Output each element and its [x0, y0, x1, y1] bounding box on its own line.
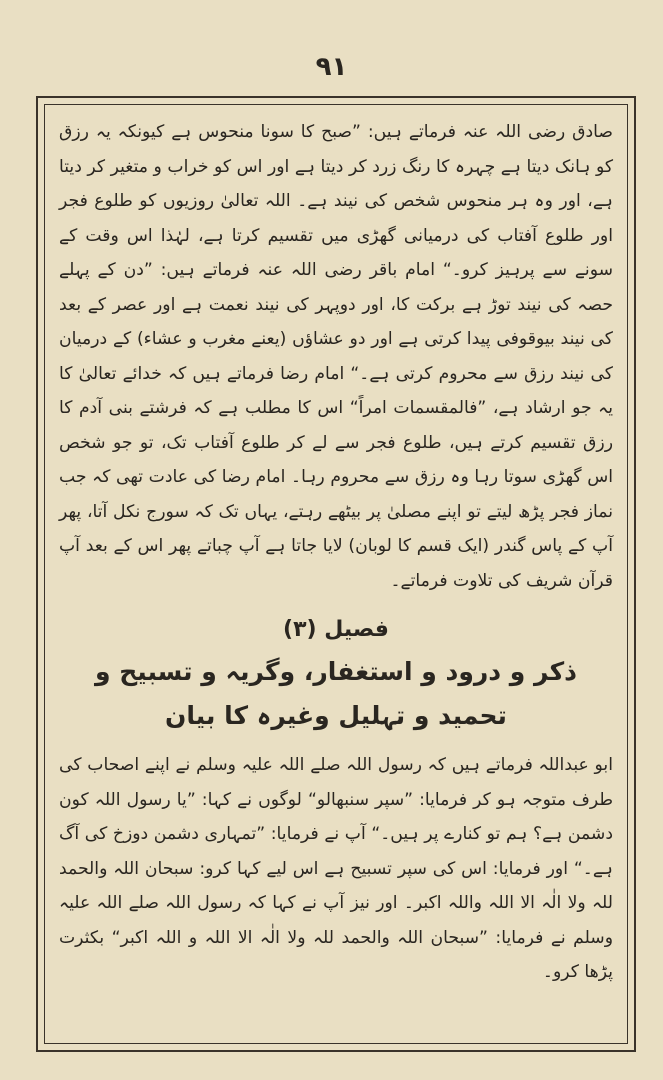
- page-content: [44, 104, 628, 1044]
- section-body-paragraph: ابو عبداللہ فرماتے ہیں کہ رسول اللہ صلے اللہ علیہ وسلم نے اپنے اصحاب کی طرف متوجہ ہو کر فرمایا: ”سپر سنبھالو“ لوگوں نے کہا: ”یا رسول اللہ کون دشمن ہے؟ ہم تو کنارے پر ہیں۔“ آپ نے فرمایا: ”تمہاری دشمن دوزخ کی آگ ہے۔“ اور فرمایا: اس کی سپر تسبیح ہے اس لیے کہا کرو: سبحان اللہ والحمد للہ ولا الٰہ الا اللہ واللہ اکبر۔ اور نیز آپ نے کہا کہ رسول اللہ صلے اللہ علیہ وسلم نے فرمایا: ”سبحان اللہ والحمد للہ ولا الٰہ الا اللہ و اللہ اکبر“ بکثرت پڑھا کرو۔: [59, 755, 613, 982]
- page-border: [36, 96, 636, 1052]
- body-paragraph: صادق رضی اللہ عنہ فرماتے ہیں: ”صبح کا سونا منحوس ہے کیونکہ یہ رزق کو ہانک دیتا ہے چہرہ کا رنگ زرد کر دیتا ہے اور اس کو خراب و متغیر کر دیتا ہے، اور وہ ہر منحوس شخص کی نیند ہے۔ اللہ تعالیٰ روزیوں کو طلوع فجر اور طلوع آفتاب کی درمیانی گھڑی میں تقسیم کرتا ہے، لہٰذا اس وقت کے سونے سے پرہیز کرو۔“ امام باقر رضی اللہ عنہ فرماتے ہیں: ”دن کے پہلے حصہ کی نیند توڑ ہے برکت کا، اور دوپہر کی نیند نعمت ہے اور عصر کے بعد کی نیند بیوقوفی پیدا کرتی ہے اور دو عشاؤں (یعنے مغرب و عشاء) کے درمیان کی نیند رزق سے محروم کرتی ہے۔“ امام رضا فرماتے ہیں کہ خدائے تعالیٰ کا یہ جو ارشاد ہے، ”فالمقسمات امراً“ اس کا مطلب ہے کہ فرشتے بنی آدم کا رزق تقسیم کرتے ہیں، طلوع فجر سے لے کر طلوع آفتاب تک، تو جو شخص اس گھڑی سوتا رہا وہ رزق سے محروم رہا۔ امام رضا کی عادت تھی کہ جب نماز فجر پڑھ لیتے تو اپنے مصلیٰ پر بیٹھے رہتے، یہاں تک کہ سورج نکل آتا، پھر آپ کے پاس گندر (ایک قسم کا لوبان) لایا جاتا ہے آپ چباتے پھر اس کے بعد آپ قرآن شریف کی تلاوت فرماتے۔: [59, 122, 614, 591]
- page-number: ۹۱: [315, 52, 348, 82]
- section-title: ذکر و درود و استغفار، وگریہ و تسبیح و تحمید و تہلیل وغیرہ کا بیان: [95, 657, 577, 730]
- section-number-heading: فصیل (۳): [283, 617, 389, 642]
